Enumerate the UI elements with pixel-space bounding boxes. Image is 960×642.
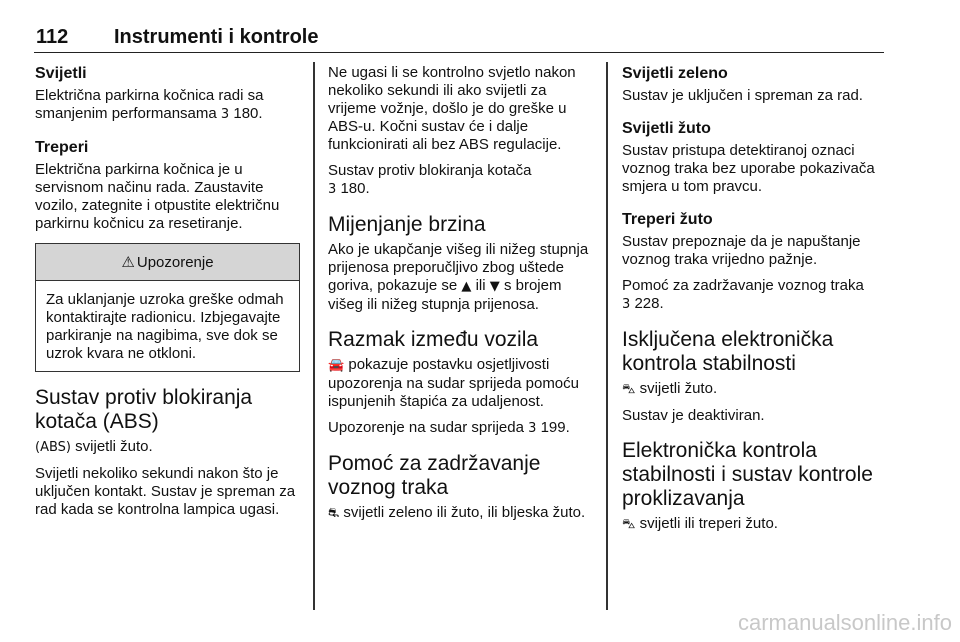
esc-off-icon: ⛍ <box>622 382 636 397</box>
abs-icon: (ABS) <box>35 440 71 455</box>
up-triangle-icon: ▲ <box>461 279 472 294</box>
warning-title: Upozorenje <box>136 253 214 271</box>
paragraph: Sustav protiv blokiranja kotača 3 180. <box>328 162 532 197</box>
page-ref[interactable]: 199. <box>540 419 570 436</box>
page-ref-arrow-icon: 3 <box>220 107 230 122</box>
heading-abs: Sustav protiv blokiranja kotača (ABS) <box>35 386 253 433</box>
heading-lane: Pomoć za zadržavanje voznog traka <box>328 452 541 499</box>
vehicle-distance-icon: 🚘 <box>328 358 345 373</box>
page-number: 112 <box>36 26 69 48</box>
paragraph: Električna parkirna kočnica je u servisnom načinu rada. Zaustavite vozilo, zategnite i otpustite električnu parkirnu kočnicu za resetiranje. <box>35 161 280 232</box>
paragraph: Ako je ukapčanje višeg ili nižeg stupnja prijenosa preporučljivo zbog uštede goriva, pokazuje se ▲ ili ▼ s brojem višeg ili nižeg stupnja prijenosa. <box>328 241 589 313</box>
heading-treperi: Treperi <box>35 139 89 156</box>
warning-body <box>36 281 299 371</box>
heading-esc-off: Isključena elektronička kontrola stabilnosti <box>622 328 834 375</box>
paragraph: Sustav pristupa detektiranoj oznaci voznog traka bez uporabe pokazivača smjera u tom pravcu. <box>622 142 875 195</box>
page-ref[interactable]: 180. <box>340 180 370 197</box>
heading-esc-tc: Elektronička kontrola stabilnosti i sustav kontrole proklizavanja <box>622 439 873 510</box>
warning-box <box>35 243 300 372</box>
warning-header <box>36 244 299 281</box>
paragraph: Sustav prepoznaje da je napuštanje voznog traka vrijedno pažnje. <box>622 233 861 268</box>
heading-flash: Treperi žuto <box>622 211 713 228</box>
page-ref[interactable]: 180. <box>233 105 263 122</box>
column-divider <box>606 62 608 610</box>
paragraph: Upozorenje na sudar sprijeda 3 199. <box>328 419 570 436</box>
warning-triangle-icon: ⚠ <box>121 253 135 271</box>
paragraph: Svijetli nekoliko sekundi nakon što je uključen kontakt. Sustav je spreman za rad kada se kontrolna lampica ugasi. <box>35 465 296 518</box>
chapter-title: Instrumenti i kontrole <box>114 26 319 48</box>
esc-icon: ⛍ <box>622 517 636 532</box>
warning-text: Za uklanjanje uzroka greške odmah kontaktirajte radionicu. Izbjegavajte parkiranje na nagibima, sve dok se uzrok kvara ne otkloni. <box>46 291 284 362</box>
paragraph: Sustav je uključen i spreman za rad. <box>622 87 863 104</box>
column-2 <box>328 64 593 531</box>
heading-yellow: Svijetli žuto <box>622 120 711 137</box>
heading-gear: Mijenjanje brzina <box>328 213 486 236</box>
page-ref-arrow-icon: 3 <box>528 421 537 436</box>
paragraph: 🚘 pokazuje postavku osjetljivosti upozorenja na sudar sprijeda pomoću ispunjenih štapića za udaljenost. <box>328 356 579 410</box>
paragraph: Sustav je deaktiviran. <box>622 407 765 424</box>
page-ref-arrow-icon: 3 <box>328 182 337 197</box>
column-1 <box>35 64 300 527</box>
page-ref-arrow-icon: 3 <box>622 297 631 312</box>
column-divider <box>313 62 315 610</box>
paragraph: Električna parkirna kočnica radi sa smanjenim performansama 3 180. <box>35 87 264 122</box>
heading-green: Svijetli zeleno <box>622 65 728 82</box>
paragraph: ⛍ svijetli žuto. <box>622 380 718 397</box>
page-ref[interactable]: 228. <box>634 295 664 312</box>
page-header <box>34 26 884 53</box>
heading-svijetli: Svijetli <box>35 65 87 82</box>
heading-distance: Razmak između vozila <box>328 328 539 351</box>
paragraph: (ABS) svijetli žuto. <box>35 438 153 455</box>
watermark: carmanualsonline.info <box>737 610 952 635</box>
paragraph: ⛍ svijetli ili treperi žuto. <box>622 515 778 532</box>
paragraph: Ne ugasi li se kontrolno svjetlo nakon nekoliko sekundi ili ako svijetli za vrijeme vožnje, došlo je do greške u ABS-u. Kočni sustav će i dalje funkcionirati ali bez ABS regulacije. <box>328 64 576 153</box>
column-3 <box>622 64 884 542</box>
paragraph: Pomoć za zadržavanje voznog traka 3 228. <box>622 277 864 312</box>
paragraph: ⛐ svijetli zeleno ili žuto, ili bljeska žuto. <box>328 504 586 521</box>
down-triangle-icon: ▼ <box>489 279 500 294</box>
lane-keep-icon: ⛐ <box>328 506 340 521</box>
